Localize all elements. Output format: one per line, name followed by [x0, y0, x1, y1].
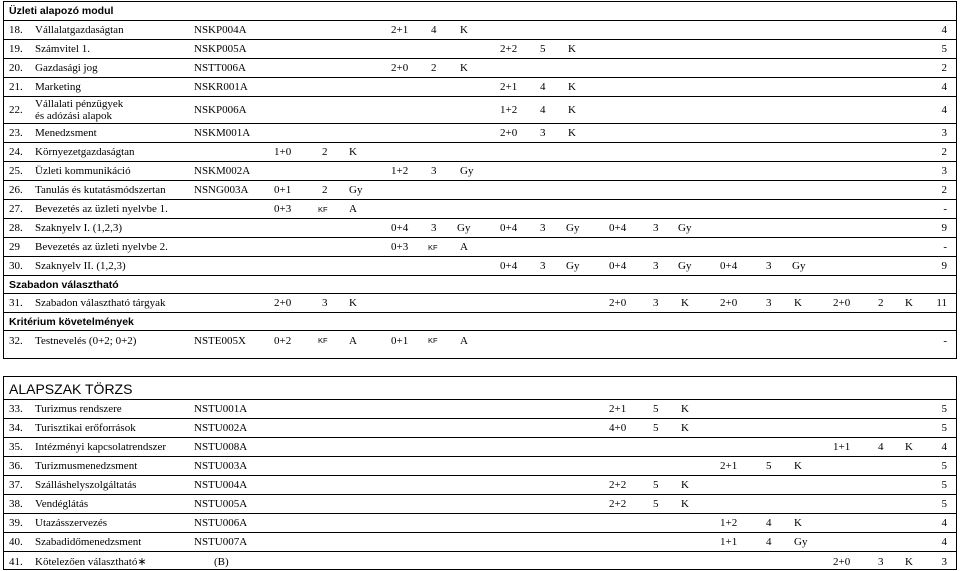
credit: KF	[428, 242, 438, 252]
credit: 5	[653, 498, 659, 510]
credit: 3	[431, 222, 437, 234]
total-credit: 5	[941, 403, 947, 415]
total-credit: 4	[941, 536, 947, 548]
evaluation: K	[349, 297, 357, 309]
total-credit: 4	[941, 441, 947, 453]
hours: 2+0	[609, 297, 627, 309]
total-credit: 3	[941, 555, 947, 568]
evaluation: K	[681, 479, 689, 491]
table-row	[4, 97, 956, 124]
credit: 4	[878, 441, 884, 453]
hours: 2+2	[609, 479, 627, 491]
hours: 0+4	[609, 260, 627, 272]
hours: 0+4	[500, 222, 518, 234]
table-row	[4, 181, 956, 200]
evaluation: K	[568, 43, 576, 55]
hours: 1+1	[720, 536, 738, 548]
evaluation: K	[681, 297, 689, 309]
credit: 3	[878, 555, 884, 568]
evaluation: Gy	[566, 222, 580, 234]
evaluation: Gy	[460, 165, 474, 177]
course-code: NSTU002A	[194, 422, 248, 434]
table-row	[4, 552, 956, 571]
total-credit: 2	[941, 146, 947, 158]
table-row	[4, 438, 956, 457]
total-credit: 2	[941, 62, 947, 74]
course-code: NSTU003A	[194, 460, 248, 472]
credit: 5	[653, 479, 659, 491]
row-number: 34.	[9, 422, 23, 434]
hours: 2+1	[720, 460, 738, 472]
course-name: Utazásszervezés	[35, 517, 108, 529]
hours: 1+0	[274, 146, 292, 158]
course-name: Turizmusmenedzsment	[35, 460, 138, 472]
row-number: 24.	[9, 146, 23, 158]
course-name: Környezetgazdaságtan	[35, 146, 135, 158]
total-credit: 9	[941, 260, 947, 272]
row-number: 37.	[9, 479, 23, 491]
hours: 2+0	[391, 62, 409, 74]
course-name: Menedzsment	[35, 127, 97, 139]
course-code: NSTU008A	[194, 441, 248, 453]
course-name: Marketing	[35, 81, 81, 93]
evaluation: A	[460, 241, 468, 253]
hours: 2+1	[500, 81, 518, 93]
credit: 3	[653, 260, 659, 272]
table-row	[4, 331, 956, 350]
table-row	[4, 40, 956, 59]
hours: 0+4	[500, 260, 518, 272]
total-credit: 5	[941, 43, 947, 55]
credit: 5	[540, 43, 546, 55]
hours: 0+4	[720, 260, 738, 272]
credit: 3	[431, 165, 437, 177]
course-name: Bevezetés az üzleti nyelvbe 2.	[35, 241, 168, 253]
course-code: NSTU006A	[194, 517, 248, 529]
section-header: Üzleti alapozó modul	[4, 2, 956, 21]
credit: 5	[653, 403, 659, 415]
row-number: 36.	[9, 460, 23, 472]
course-code: NSKM001A	[194, 127, 251, 139]
total-credit: 4	[941, 24, 947, 36]
row-number: 28.	[9, 222, 23, 234]
course-name	[35, 97, 123, 123]
course-code: NSTT006A	[194, 62, 246, 74]
total-credit: 4	[941, 104, 947, 116]
table-row	[4, 514, 956, 533]
hours: 2+0	[720, 297, 738, 309]
total-credit: -	[943, 241, 947, 253]
hours: 2+0	[833, 297, 851, 309]
section-header: Kritérium követelmények	[4, 313, 956, 331]
course-name: Bevezetés az üzleti nyelvbe 1.	[35, 203, 168, 215]
total-credit: 9	[941, 222, 947, 234]
hours: 0+4	[391, 222, 409, 234]
evaluation: A	[349, 203, 357, 215]
course-name: Turizmus rendszere	[35, 403, 122, 415]
credit: 5	[766, 460, 772, 472]
evaluation: K	[681, 403, 689, 415]
table-row	[4, 495, 956, 514]
table-row	[4, 143, 956, 162]
table-row	[4, 238, 956, 257]
evaluation: Gy	[678, 222, 692, 234]
table-row	[4, 476, 956, 495]
evaluation: Gy	[457, 222, 471, 234]
hours: 1+2	[391, 165, 409, 177]
module-table-core	[3, 376, 957, 570]
hours: 0+3	[274, 203, 292, 215]
row-number: 32.	[9, 334, 23, 347]
hours: 2+2	[500, 43, 518, 55]
row-number: 38.	[9, 498, 23, 510]
evaluation: K	[681, 422, 689, 434]
evaluation: K	[905, 555, 913, 568]
evaluation: K	[794, 517, 802, 529]
course-name: Szabadidőmenedzsment	[35, 536, 142, 548]
hours: 0+1	[274, 184, 292, 196]
table-row	[4, 219, 956, 238]
evaluation: Gy	[792, 260, 806, 272]
credit: KF	[318, 204, 328, 214]
course-code: NSTU001A	[194, 403, 248, 415]
hours: 2+0	[833, 555, 851, 568]
hours: 2+0	[500, 127, 518, 139]
credit: 3	[322, 297, 328, 309]
module-table-business	[3, 1, 957, 359]
course-name-line: Vállalati pénzügyek	[35, 98, 124, 110]
course-name-line: és adózási alapok	[35, 110, 112, 122]
row-number: 39.	[9, 517, 23, 529]
credit: 4	[540, 104, 546, 116]
table-row	[4, 200, 956, 219]
course-name: Intézményi kapcsolatrendszer	[35, 441, 167, 453]
total-credit: -	[943, 203, 947, 215]
hours: 1+1	[833, 441, 851, 453]
row-number: 21.	[9, 81, 23, 93]
row-number: 25.	[9, 165, 23, 177]
evaluation: K	[568, 81, 576, 93]
credit: 4	[766, 536, 772, 548]
course-code: (B)	[214, 555, 229, 568]
evaluation: K	[349, 146, 357, 158]
table-row	[4, 124, 956, 143]
total-credit: 3	[941, 127, 947, 139]
table-row	[4, 21, 956, 40]
course-name: Vállalatgazdaságtan	[35, 24, 124, 36]
credit: 2	[322, 146, 328, 158]
credit: 3	[653, 297, 659, 309]
row-number: 40.	[9, 536, 23, 548]
course-name: Vendéglátás	[35, 498, 89, 510]
course-name: Gazdasági jog	[35, 62, 98, 74]
total-credit: 4	[941, 81, 947, 93]
table-row	[4, 533, 956, 552]
credit: 3	[766, 297, 772, 309]
row-number: 29	[9, 241, 20, 253]
evaluation: A	[460, 334, 468, 347]
table-row	[4, 294, 956, 313]
course-name: Szálláshelyszolgáltatás	[35, 479, 137, 491]
row-number: 30.	[9, 260, 23, 272]
hours: 1+2	[500, 104, 518, 116]
evaluation: K	[681, 498, 689, 510]
credit: 3	[540, 260, 546, 272]
total-credit: 5	[941, 422, 947, 434]
hours: 0+4	[609, 222, 627, 234]
table-row	[4, 257, 956, 276]
table-row	[4, 59, 956, 78]
course-code: NSKR001A	[194, 81, 248, 93]
course-code: NSKP004A	[194, 24, 247, 36]
course-code: NSKP006A	[194, 104, 247, 116]
total-credit: 5	[941, 498, 947, 510]
evaluation: Gy	[349, 184, 363, 196]
course-code: NSKP005A	[194, 43, 247, 55]
evaluation: A	[349, 334, 357, 347]
credit: 2	[431, 62, 437, 74]
table-row	[4, 162, 956, 181]
hours: 2+2	[609, 498, 627, 510]
course-code: NSKM002A	[194, 165, 251, 177]
table-row	[4, 78, 956, 97]
credit: 5	[653, 422, 659, 434]
evaluation: K	[568, 127, 576, 139]
evaluation: K	[905, 297, 913, 309]
evaluation: K	[794, 297, 802, 309]
row-number: 35.	[9, 441, 23, 453]
credit: KF	[318, 336, 328, 345]
hours: 2+1	[391, 24, 409, 36]
section-header: Szabadon választható	[4, 276, 956, 294]
course-code: NSTU007A	[194, 536, 248, 548]
row-number: 26.	[9, 184, 23, 196]
course-name: Számvitel 1.	[35, 43, 90, 55]
total-credit: 3	[941, 165, 947, 177]
evaluation: K	[794, 460, 802, 472]
total-credit: 2	[941, 184, 947, 196]
course-name: Tanulás és kutatásmódszertan	[35, 184, 166, 196]
course-code: NSNG003A	[194, 184, 249, 196]
row-number: 31.	[9, 297, 23, 309]
credit: 4	[766, 517, 772, 529]
course-name: Testnevelés (0+2; 0+2)	[35, 334, 137, 347]
credit: KF	[428, 336, 438, 345]
evaluation: Gy	[794, 536, 808, 548]
course-name: Szaknyelv II. (1,2,3)	[35, 260, 126, 272]
course-code: NSTU004A	[194, 479, 248, 491]
total-credit: -	[943, 334, 947, 347]
hours: 0+2	[274, 334, 292, 347]
course-name: Kötelezően választható∗	[35, 556, 147, 568]
evaluation: K	[460, 62, 468, 74]
row-number: 19.	[9, 43, 23, 55]
hours: 0+1	[391, 334, 409, 347]
total-credit: 5	[941, 460, 947, 472]
credit: 3	[766, 260, 772, 272]
credit: 2	[322, 184, 328, 196]
evaluation: Gy	[678, 260, 692, 272]
course-name: Szabadon választható tárgyak	[35, 297, 166, 309]
hours: 4+0	[609, 422, 627, 434]
table-row	[4, 457, 956, 476]
total-credit: 11	[936, 297, 947, 309]
credit: 4	[540, 81, 546, 93]
course-name: Üzleti kommunikáció	[35, 165, 131, 177]
row-number: 33.	[9, 403, 23, 415]
hours: 0+3	[391, 241, 409, 253]
hours: 1+2	[720, 517, 738, 529]
credit: 4	[431, 24, 437, 36]
credit: 2	[878, 297, 884, 309]
credit: 3	[540, 127, 546, 139]
total-credit: 5	[941, 479, 947, 491]
total-credit: 4	[941, 517, 947, 529]
row-number: 23.	[9, 127, 23, 139]
hours: 2+1	[609, 403, 627, 415]
row-number: 20.	[9, 62, 23, 74]
row-number: 27.	[9, 203, 23, 215]
course-name: Turisztikai erőforrások	[35, 422, 136, 434]
row-number: 22.	[9, 104, 23, 116]
table-row	[4, 419, 956, 438]
course-name: Szaknyelv I. (1,2,3)	[35, 222, 123, 234]
row-number: 41.	[9, 555, 23, 568]
section-header: ALAPSZAK TÖRZS	[4, 377, 956, 400]
course-code: NSTU005A	[194, 498, 248, 510]
evaluation: K	[905, 441, 913, 453]
hours: 2+0	[274, 297, 292, 309]
evaluation: K	[568, 104, 576, 116]
table-row	[4, 400, 956, 419]
course-code: NSTE005X	[194, 334, 246, 347]
evaluation: Gy	[566, 260, 580, 272]
credit: 3	[540, 222, 546, 234]
row-number: 18.	[9, 24, 23, 36]
credit: 3	[653, 222, 659, 234]
evaluation: K	[460, 24, 468, 36]
